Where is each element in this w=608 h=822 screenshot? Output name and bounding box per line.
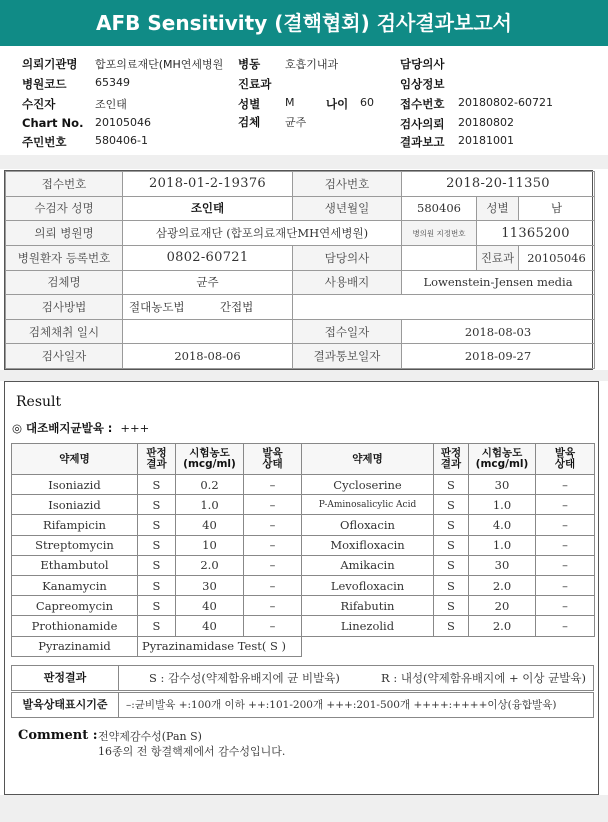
growth: – bbox=[536, 616, 595, 636]
collect-value bbox=[123, 319, 293, 344]
judge: S bbox=[138, 616, 176, 636]
conc: 4.0 bbox=[469, 515, 536, 535]
conc: 2.0 bbox=[176, 555, 244, 575]
chart-no-label: Chart No. bbox=[22, 116, 84, 130]
control-growth-value: +++ bbox=[120, 421, 150, 435]
sex-value: 남 bbox=[519, 196, 595, 221]
table-row bbox=[12, 515, 595, 535]
drug-name: Pyrazinamid bbox=[12, 636, 138, 656]
specimen-value: 균주 bbox=[123, 270, 293, 295]
table-row bbox=[12, 596, 595, 616]
receipt-date-value: 2018-08-03 bbox=[402, 319, 595, 344]
criteria-r: R : 내성(약제함유배지에 + 이상 균발육) bbox=[381, 671, 586, 685]
patient-value: 조인태 bbox=[95, 98, 127, 111]
subject-name-label: 수검자 성명 bbox=[6, 196, 123, 221]
judge: S bbox=[138, 475, 176, 495]
comment-line-2: 16종의 전 항결핵제에서 감수성입니다. bbox=[98, 745, 286, 758]
reg-no-label: 병원환자 등록번호 bbox=[6, 245, 123, 270]
growth: – bbox=[244, 475, 302, 495]
ward-label: 병동 bbox=[238, 57, 261, 71]
drug-name: Ethambutol bbox=[12, 555, 138, 575]
request-form-table bbox=[5, 171, 595, 369]
drug-name: P-Aminosalicylic Acid bbox=[302, 495, 434, 515]
judge: S bbox=[434, 555, 469, 575]
request-form bbox=[4, 170, 593, 370]
patient-info bbox=[0, 52, 608, 152]
receipt-no-label: 접수번호 bbox=[6, 172, 123, 197]
sex-value: M bbox=[285, 96, 295, 109]
sex-label: 성별 bbox=[238, 97, 261, 111]
judge: S bbox=[138, 575, 176, 595]
growth: – bbox=[536, 475, 595, 495]
designated-no-label: 병의원 지정번호 bbox=[402, 221, 477, 246]
test-no-value: 2018-20-11350 bbox=[402, 172, 595, 197]
growth: – bbox=[536, 555, 595, 575]
notify-date-label: 결과통보일자 bbox=[293, 344, 402, 369]
header-judge: 판정 결과 bbox=[434, 444, 469, 475]
table-row bbox=[12, 616, 595, 636]
growth: – bbox=[244, 616, 302, 636]
judge: S bbox=[434, 515, 469, 535]
drug-name: Prothionamide bbox=[12, 616, 138, 636]
pyrazinamid-row bbox=[12, 636, 595, 656]
header-conc: 시험농도 (mcg/ml) bbox=[176, 444, 244, 475]
header-drug: 약제명 bbox=[302, 444, 434, 475]
method-value-2: 간접법 bbox=[219, 299, 254, 314]
drug-name: Rifampicin bbox=[12, 515, 138, 535]
growth: – bbox=[536, 535, 595, 555]
ward-value: 호흡기내과 bbox=[285, 58, 339, 71]
conc: 2.0 bbox=[469, 616, 536, 636]
conc: 1.0 bbox=[469, 535, 536, 555]
drug-name: Levofloxacin bbox=[302, 575, 434, 595]
table-row bbox=[12, 495, 595, 515]
judge: S bbox=[434, 616, 469, 636]
doctor-label: 담당의사 bbox=[293, 245, 402, 270]
conc: 10 bbox=[176, 535, 244, 555]
receipt-no-value: 20180802-60721 bbox=[458, 96, 553, 109]
conc: 30 bbox=[469, 555, 536, 575]
hospital-code-value: 65349 bbox=[95, 76, 130, 89]
growth: – bbox=[244, 555, 302, 575]
empty-cell bbox=[302, 636, 595, 656]
criteria-row bbox=[11, 665, 594, 691]
growth-criteria-text: –:균비발육 +:100개 이하 ++:101-200개 +++:201-500개 ++++:++++이상(융합발육) bbox=[126, 699, 557, 711]
reg-no-value: 0802-60721 bbox=[123, 245, 293, 270]
judge: S bbox=[138, 515, 176, 535]
comment-label: Comment : bbox=[18, 728, 98, 743]
specimen-value: 균주 bbox=[285, 116, 307, 129]
clinical-info-label: 임상정보 bbox=[400, 77, 445, 91]
age-value: 60 bbox=[360, 96, 374, 109]
specimen-label: 검체 bbox=[238, 115, 261, 129]
sex-label: 성별 bbox=[477, 196, 519, 221]
judge: S bbox=[138, 555, 176, 575]
test-date-value: 2018-08-06 bbox=[123, 344, 293, 369]
growth: – bbox=[244, 495, 302, 515]
drug-name: Isoniazid bbox=[12, 495, 138, 515]
media-label: 사용배지 bbox=[293, 270, 402, 295]
header-growth: 발육 상태 bbox=[536, 444, 595, 475]
dept-label: 진료과 bbox=[238, 77, 272, 91]
judge: S bbox=[434, 535, 469, 555]
designated-no-value: 11365200 bbox=[477, 221, 595, 246]
judge: S bbox=[434, 475, 469, 495]
rrn-value: 580406-1 bbox=[95, 134, 148, 147]
judge: S bbox=[138, 596, 176, 616]
request-label: 검사의뢰 bbox=[400, 117, 445, 131]
method-value bbox=[123, 295, 293, 320]
institution-label: 의뢰기관명 bbox=[22, 57, 78, 71]
rrn-label: 주민번호 bbox=[22, 135, 67, 149]
age-label: 나이 bbox=[326, 97, 349, 111]
drug-name: Rifabutin bbox=[302, 596, 434, 616]
test-no-label: 검사번호 bbox=[293, 172, 402, 197]
header-drug: 약제명 bbox=[12, 444, 138, 475]
hospital-code-label: 병원코드 bbox=[22, 77, 67, 91]
method-blank bbox=[293, 295, 595, 320]
growth: – bbox=[244, 535, 302, 555]
conc: 20 bbox=[469, 596, 536, 616]
hospital-value: 삼광의료재단 (합포의료재단MH연세병원) bbox=[123, 221, 402, 246]
header-growth: 발육 상태 bbox=[244, 444, 302, 475]
collect-label: 검체채취 일시 bbox=[6, 319, 123, 344]
judge: S bbox=[138, 495, 176, 515]
method-label: 검사방법 bbox=[6, 295, 123, 320]
table-row bbox=[12, 575, 595, 595]
dob-value: 580406 bbox=[402, 196, 477, 221]
conc: 30 bbox=[176, 575, 244, 595]
growth: – bbox=[536, 575, 595, 595]
hospital-label: 의뢰 병원명 bbox=[6, 221, 123, 246]
report-label: 결과보고 bbox=[400, 135, 445, 149]
judge: S bbox=[434, 575, 469, 595]
drug-name: Linezolid bbox=[302, 616, 434, 636]
judge: S bbox=[138, 535, 176, 555]
control-growth-label: ◎ 대조배지균발육 : bbox=[12, 421, 113, 435]
growth: – bbox=[536, 596, 595, 616]
chart-no-value: 20105046 bbox=[95, 116, 151, 129]
dept-value: 20105046 bbox=[519, 245, 595, 270]
conc: 40 bbox=[176, 515, 244, 535]
specimen-label: 검체명 bbox=[6, 270, 123, 295]
drug-name: Isoniazid bbox=[12, 475, 138, 495]
drug-name: Capreomycin bbox=[12, 596, 138, 616]
result-section bbox=[4, 381, 599, 795]
judge: S bbox=[434, 596, 469, 616]
receipt-no-label: 접수번호 bbox=[400, 97, 445, 111]
subject-name-value: 조인태 bbox=[123, 196, 293, 221]
criteria-label: 판정결과 bbox=[12, 666, 119, 690]
conc: 0.2 bbox=[176, 475, 244, 495]
patient-label: 수진자 bbox=[22, 97, 56, 111]
growth: – bbox=[244, 575, 302, 595]
receipt-no-value: 2018-01-2-19376 bbox=[123, 172, 293, 197]
growth: – bbox=[244, 596, 302, 616]
doctor-value bbox=[402, 245, 477, 270]
request-value: 20180802 bbox=[458, 116, 514, 129]
conc: 40 bbox=[176, 616, 244, 636]
table-row bbox=[12, 535, 595, 555]
growth: – bbox=[244, 515, 302, 535]
conc: 40 bbox=[176, 596, 244, 616]
drug-name: Cycloserine bbox=[302, 475, 434, 495]
conc: 2.0 bbox=[469, 575, 536, 595]
table-row bbox=[12, 475, 595, 495]
pyrazinamidase-test: Pyrazinamidase Test( S ) bbox=[138, 636, 302, 656]
header-judge: 판정 결과 bbox=[138, 444, 176, 475]
doctor-label: 담당의사 bbox=[400, 57, 445, 71]
growth-criteria-label: 발육상태표시기준 bbox=[12, 693, 119, 717]
conc: 1.0 bbox=[176, 495, 244, 515]
drug-name: Streptomycin bbox=[12, 535, 138, 555]
criteria-s: S : 감수성(약제함유배지에 균 비발육) bbox=[149, 671, 340, 685]
growth: – bbox=[536, 495, 595, 515]
test-date-label: 검사일자 bbox=[6, 344, 123, 369]
receipt-date-label: 접수일자 bbox=[293, 319, 402, 344]
judge: S bbox=[434, 495, 469, 515]
separator-band bbox=[0, 795, 608, 822]
institution-value: 합포의료재단(MH연세병원 bbox=[95, 58, 224, 71]
drug-name: Kanamycin bbox=[12, 575, 138, 595]
conc: 1.0 bbox=[469, 495, 536, 515]
drug-name: Ofloxacin bbox=[302, 515, 434, 535]
drug-sensitivity-table bbox=[11, 443, 595, 657]
media-value: Lowenstein-Jensen media bbox=[402, 270, 595, 295]
notify-date-value: 2018-09-27 bbox=[402, 344, 595, 369]
control-growth bbox=[12, 420, 149, 436]
growth-criteria-row bbox=[11, 692, 594, 718]
dob-label: 생년월일 bbox=[293, 196, 402, 221]
drug-name: Amikacin bbox=[302, 555, 434, 575]
report-value: 20181001 bbox=[458, 134, 514, 147]
growth: – bbox=[536, 515, 595, 535]
table-row bbox=[12, 555, 595, 575]
conc: 30 bbox=[469, 475, 536, 495]
result-title: Result bbox=[16, 394, 62, 410]
drug-name: Moxifloxacin bbox=[302, 535, 434, 555]
separator-band bbox=[0, 155, 608, 169]
header-conc: 시험농도 (mcg/ml) bbox=[469, 444, 536, 475]
separator-band bbox=[0, 370, 608, 381]
method-value-1: 절대농도법 bbox=[129, 299, 185, 314]
comment-line-1: 전약제감수성(Pan S) bbox=[98, 730, 202, 743]
report-title: AFB Sensitivity (결핵협회) 검사결과보고서 bbox=[0, 0, 608, 46]
dept-label: 진료과 bbox=[477, 245, 519, 270]
